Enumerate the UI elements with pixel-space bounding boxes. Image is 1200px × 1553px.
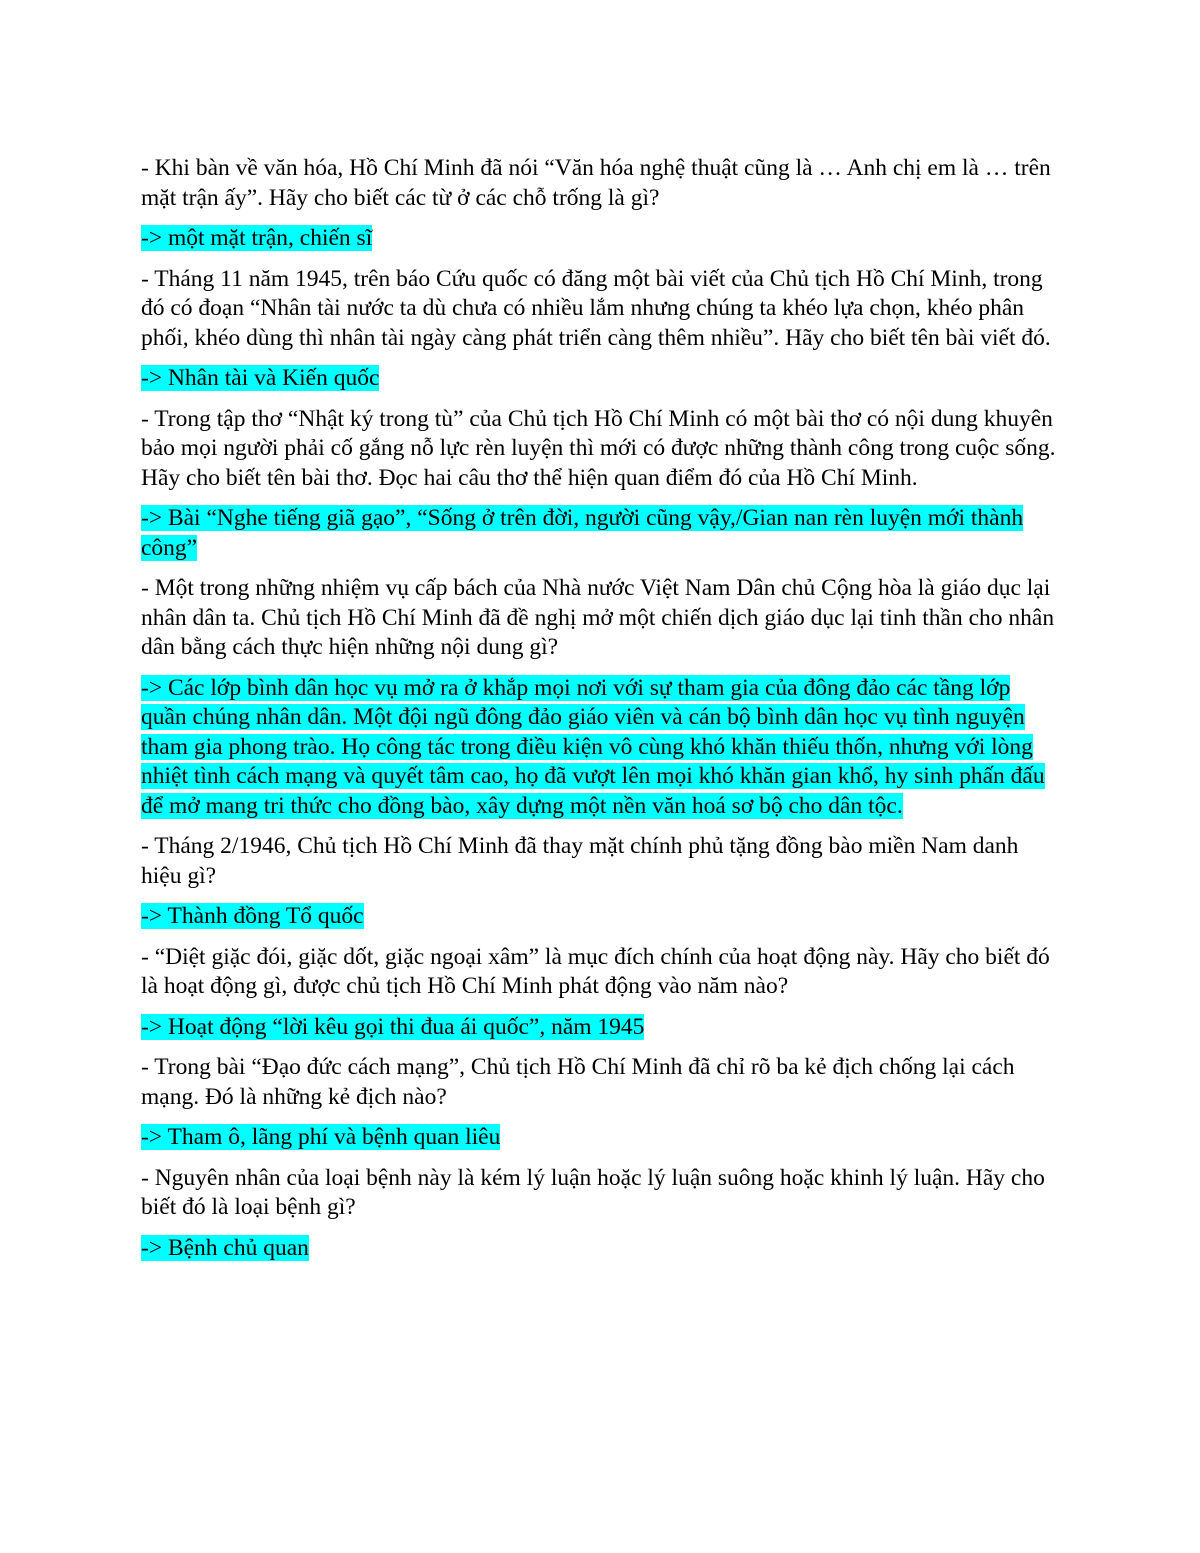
answer-7-highlight: -> Tham ô, lãng phí và bệnh quan liêu [141,1124,501,1150]
question-6: - “Diệt giặc đói, giặc dốt, giặc ngoại xâm” là mục đích chính của hoạt động này. Hãy cho biết đó là hoạt động gì, được chủ tịch Hồ Chí Minh phát động vào năm nào? [141,943,1050,999]
question-1: - Khi bàn về văn hóa, Hồ Chí Minh đã nói “Văn hóa nghệ thuật cũng là … Anh chị em là … trên mặt trận ấy”. Hãy cho biết các từ ở các chỗ trống là gì? [141,155,1051,211]
answer-5-highlight: -> Thành đồng Tổ quốc [141,903,364,929]
document-page [141,154,1061,1274]
answer-4 [141,674,1061,822]
question-7: - Trong bài “Đạo đức cách mạng”, Chủ tịch Hồ Chí Minh đã chỉ rõ ba kẻ địch chống lại cách mạng. Đó là những kẻ địch nào? [141,1054,1015,1110]
answer-5 [141,902,1061,932]
answer-3-highlight: -> Bài “Nghe tiếng giã gạo”, “Sống ở trên đời, người cũng vậy,/Gian nan rèn luyện mới thành công” [141,505,1024,561]
answer-8-highlight: -> Bệnh chủ quan [141,1234,309,1261]
question-2: - Tháng 11 năm 1945, trên báo Cứu quốc có đăng một bài viết của Chủ tịch Hồ Chí Minh, trong đó có đoạn “Nhân tài nước ta dù chưa có nhiều lắm nhưng chúng ta khéo lựa chọn, khéo phân phối, khéo dùng thì nhân tài ngày càng phát triển càng thêm nhiều”. Hãy cho biết tên bài viết đó. [141,265,1051,351]
question-3: - Trong tập thơ “Nhật ký trong tù” của Chủ tịch Hồ Chí Minh có một bài thơ có nội dung khuyên bảo mọi người phải cố gắng nỗ lực rèn luyện thì mới có được những thành công trong cuộc sống. Hãy cho biết tên bài thơ. Đọc hai câu thơ thể hiện quan điểm đó của Hồ Chí Minh. [141,405,1056,491]
answer-1 [141,224,1061,254]
question-8: - Nguyên nhân của loại bệnh này là kém lý luận hoặc lý luận suông hoặc khinh lý luận. Hãy cho biết đó là loại bệnh gì? [141,1164,1045,1220]
answer-1-highlight: -> một mặt trận, chiến sĩ [141,225,373,251]
answer-7 [141,1123,1061,1153]
answer-2-highlight: -> Nhân tài và Kiến quốc [141,365,380,391]
question-4: - Một trong những nhiệm vụ cấp bách của Nhà nước Việt Nam Dân chủ Cộng hòa là giáo dục lại nhân dân ta. Chủ tịch Hồ Chí Minh đã đề nghị mở một chiến dịch giáo dục lại tinh thần cho nhân dân bằng cách thực hiện những nội dung gì? [141,575,1055,660]
answer-3 [141,504,1061,563]
answer-6 [141,1013,1061,1043]
question-5: - Tháng 2/1946, Chủ tịch Hồ Chí Minh đã thay mặt chính phủ tặng đồng bào miền Nam danh hiệu gì? [141,833,1019,889]
answer-4-highlight: -> Các lớp bình dân học vụ mở ra ở khắp mọi nơi với sự tham gia của đông đảo các tầng lớp quần chúng nhân dân. Một đội ngũ đông đảo giáo viên và cán bộ bình dân học vụ tình nguyện tham gia phong trào. Họ công tác trong điều kiện vô cùng khó khăn thiếu thốn, nhưng với lòng nhiệt tình cách mạng và quyết tâm cao, họ đã vượt lên mọi khó khăn gian khổ, hy sinh phấn đấu để mở mang tri thức cho đồng bào, xây dựng một nền văn hoá sơ bộ cho dân tộc. [141,674,1045,819]
answer-2 [141,364,1061,394]
answer-6-highlight: -> Hoạt động “lời kêu gọi thi đua ái quốc”, năm 1945 [141,1013,645,1040]
answer-8 [141,1234,1061,1264]
